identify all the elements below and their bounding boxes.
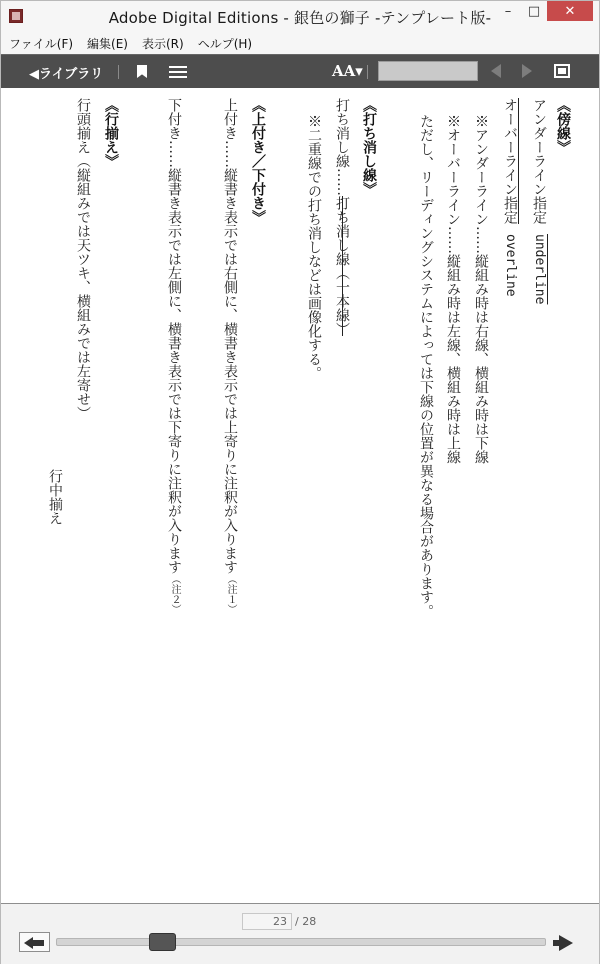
library-button[interactable]: ◀ライブラリ [29,67,104,82]
text-span: 上付き……縦書き表示では右側に、横書き表示では上寄りに注釈が入ります [222,98,238,574]
window-controls [495,1,593,23]
menu-edit[interactable]: 編集(E) [87,36,128,51]
text-line [335,98,349,336]
previous-page-icon[interactable] [491,64,501,78]
navigation-footer [1,903,599,964]
window-title: Adobe Digital Editions - 銀色の獅子 -テンプレート版- [108,9,492,27]
text-span: 下付き……縦書き表示では左側に、横書き表示では下寄りに注釈が入ります [166,98,182,574]
text-line [223,98,237,614]
text-line [532,98,546,304]
book-page [1,88,599,903]
maximize-icon[interactable]: □ [527,3,541,19]
title-bar [1,1,599,33]
bookmark-icon[interactable] [137,65,147,78]
text-span: 打ち消し線…… [334,98,350,196]
menu-file[interactable]: ファイル(F) [9,36,74,51]
text-line [167,98,181,614]
text-line: ※二重線での打ち消しなどは画像化する。 [306,114,322,380]
text-line [503,98,517,297]
toolbar-divider [367,65,368,79]
menu-bar [1,32,599,54]
minimize-icon[interactable]: – [504,3,512,19]
text-line: 行中揃え [47,469,63,525]
fullscreen-icon[interactable] [554,64,570,78]
text-span: overline [503,234,518,297]
subscript-note: （注２） [169,574,180,614]
text-line: ※オーバーライン……縦組み時は左線、横組み時は上線 [445,114,461,464]
menu-view[interactable]: 表示(R) [141,36,184,51]
back-arrow-icon[interactable] [19,932,50,952]
heading-strikethrough: 《打ち消し線》 [361,98,377,196]
menu-help[interactable]: ヘルプ(H) [197,36,253,51]
overlined-text: オーバーライン指定 [502,98,518,224]
text-line: ただし、リーディングシステムによっては下線の位置が異なる場合があります。 [418,114,434,618]
strikethrough-text: 打ち消し線（一本線） [334,196,350,336]
superscript-note: （注１） [225,574,236,614]
text-line: ※アンダーライン……縦組み時は右線、横組み時は下線 [473,114,489,464]
search-input[interactable] [378,61,478,81]
page-number-input[interactable]: 23 [242,913,292,930]
heading-bouten: 《傍線》 [555,98,571,154]
font-size-button[interactable]: AA▾ [332,62,363,80]
slider-thumb[interactable] [149,933,176,951]
underlined-text: underline [532,234,547,305]
text-line: 行頭揃え（縦組みでは天ツキ、横組みでは左寄せ） [75,98,91,420]
text-span: アンダーライン指定 [531,98,547,224]
table-of-contents-icon[interactable] [169,66,187,78]
next-page-icon[interactable] [522,64,532,78]
forward-arrow-icon[interactable] [559,935,573,951]
heading-superscript-subscript: 《上付き／下付き》 [250,98,266,224]
toolbar-divider [118,65,119,79]
reader-toolbar [1,54,599,89]
close-icon[interactable]: ✕ [547,1,593,21]
page-slider[interactable] [56,938,546,946]
page-total: / 28 [295,915,317,928]
heading-alignment: 《行揃え》 [103,98,119,168]
